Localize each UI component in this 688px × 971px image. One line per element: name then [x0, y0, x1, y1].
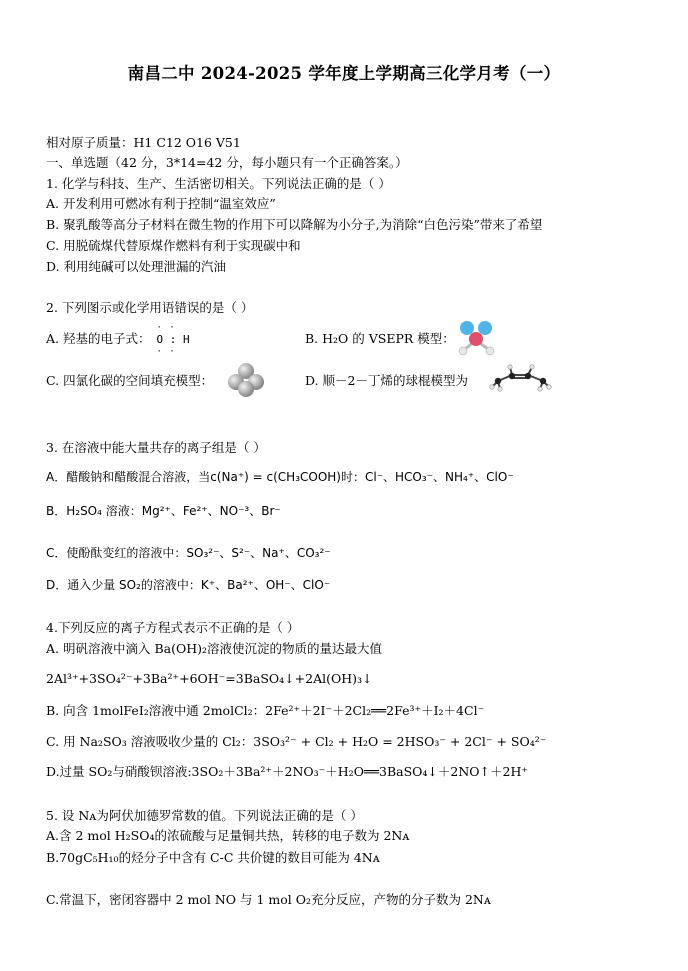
- hydrogen-atom: [486, 347, 494, 355]
- q5-stem: 5. 设 Nᴀ为阿伏加德罗常数的值。下列说法正确的是（ ）: [46, 808, 363, 823]
- q1-option-b: B. 聚乳酸等高分子材料在微生物的作用下可以降解为小分子,为消除“白色污染”带来了希望: [46, 217, 543, 232]
- atomic-mass-line: 相对原子质量：H1 C12 O16 V51: [46, 135, 241, 150]
- hydrogen-atom: [459, 347, 467, 355]
- q2-stem: 2. 下列图示或化学用语错误的是（ ）: [46, 300, 254, 315]
- oxygen-atom: [469, 332, 483, 346]
- hydroxyl-electron-formula: [154, 322, 191, 357]
- carbon-atom: [495, 378, 501, 384]
- q1-option-c: C. 用脱硫煤代替原煤作燃料有利于实现碳中和: [46, 238, 301, 253]
- lone-pair-dots-bottom: · ·: [156, 346, 176, 357]
- q3-option-d: D．通入少量 SO₂的溶液中：K⁺、Ba²⁺、OH⁻、ClO⁻: [46, 578, 331, 592]
- q2-option-b: B. H₂O 的 VSEPR 模型：: [305, 331, 455, 346]
- q2-option-d: D. 顺－2－丁烯的球棍模型为: [305, 373, 468, 388]
- q4-option-a-equation: 2Al³⁺+3SO₄²⁻+3Ba²⁺+6OH⁻=3BaSO₄↓+2Al(OH)₃↓: [46, 671, 373, 686]
- q3-option-c: C．使酚酞变红的溶液中：SO₃²⁻、S²⁻、Na⁺、CO₃²⁻: [46, 546, 331, 560]
- q2-option-a: [46, 322, 192, 357]
- lone-pair-lobe: [460, 321, 474, 335]
- q4-option-a: A. 明矾溶液中滴入 Ba(OH)₂溶液使沉淀的物质的量达最大值: [46, 641, 382, 656]
- cis-2-butene-ball-stick-model-icon: [488, 363, 554, 393]
- page-title: 南昌二中 2024-2025 学年度上学期高三化学月考（一）: [127, 64, 561, 83]
- q3-option-b: B．H₂SO₄ 溶液：Mg²⁺、Fe²⁺、NO⁻³、Br⁻: [46, 504, 281, 518]
- q2-option-c: C. 四氯化碳的空间填充模型：: [46, 373, 214, 388]
- carbon-atom: [509, 373, 515, 379]
- q4-option-b: B. 向含 1molFeI₂溶液中通 2molCl₂：2Fe²⁺＋2I⁻＋2Cl₂══2Fe³⁺＋I₂＋4Cl⁻: [46, 703, 485, 718]
- ccl4-space-filling-model-icon: [228, 362, 264, 398]
- lone-pair-dots-top: · ·: [156, 322, 176, 333]
- q1-option-a: A. 开发利用可燃冰有利于控制“温室效应”: [46, 196, 276, 211]
- q5-option-b: B.70gC₅H₁₀的烃分子中含有 C-C 共价键的数目可能为 4Nᴀ: [46, 850, 380, 865]
- chlorine-atom: [238, 381, 254, 397]
- q3-option-a: A．醋酸钠和醋酸混合溶液，当c(Na⁺) = c(CH₃COOH)时：Cl⁻、HCO₃⁻、NH₄⁺、ClO⁻: [46, 470, 514, 484]
- q1-option-d: D. 利用纯碱可以处理泄漏的汽油: [46, 259, 227, 274]
- q4-option-c: C. 用 Na₂SO₃ 溶液吸收少量的 Cl₂：3SO₃²⁻ + Cl₂ + H₂O = 2HSO₃⁻ + 2Cl⁻ + SO₄²⁻: [46, 734, 547, 749]
- h2o-vsepr-model-icon: [455, 318, 499, 358]
- carbon-atom: [525, 373, 531, 379]
- q3-stem: 3. 在溶液中能大量共存的离子组是（ ）: [46, 440, 266, 455]
- carbon-atom: [540, 378, 546, 384]
- q2-option-a-label: A. 羟基的电子式：: [46, 331, 151, 346]
- q4-option-d: D.过量 SO₂与硝酸钡溶液:3SO₂＋3Ba²⁺＋2NO₃⁻＋H₂O══3BaSO₄↓＋2NO↑＋2H⁺: [46, 764, 528, 779]
- q1-stem: 1. 化学与科技、生产、生活密切相关。下列说法正确的是（ ）: [46, 176, 391, 191]
- hydroxyl-formula-text: O : H: [156, 332, 190, 346]
- q4-stem: 4.下列反应的离子方程式表示不正确的是（ ）: [46, 620, 300, 635]
- lone-pair-lobe: [478, 321, 492, 335]
- q5-option-a: A.含 2 mol H₂SO₄的浓硫酸与足量铜共热，转移的电子数为 2Nᴀ: [46, 828, 410, 843]
- section-heading: 一、单选题（42 分，3*14=42 分，每小题只有一个正确答案。）: [46, 155, 408, 170]
- q5-option-c: C.常温下，密闭容器中 2 mol NO 与 1 mol O₂充分反应，产物的分子数为 2Nᴀ: [46, 892, 491, 907]
